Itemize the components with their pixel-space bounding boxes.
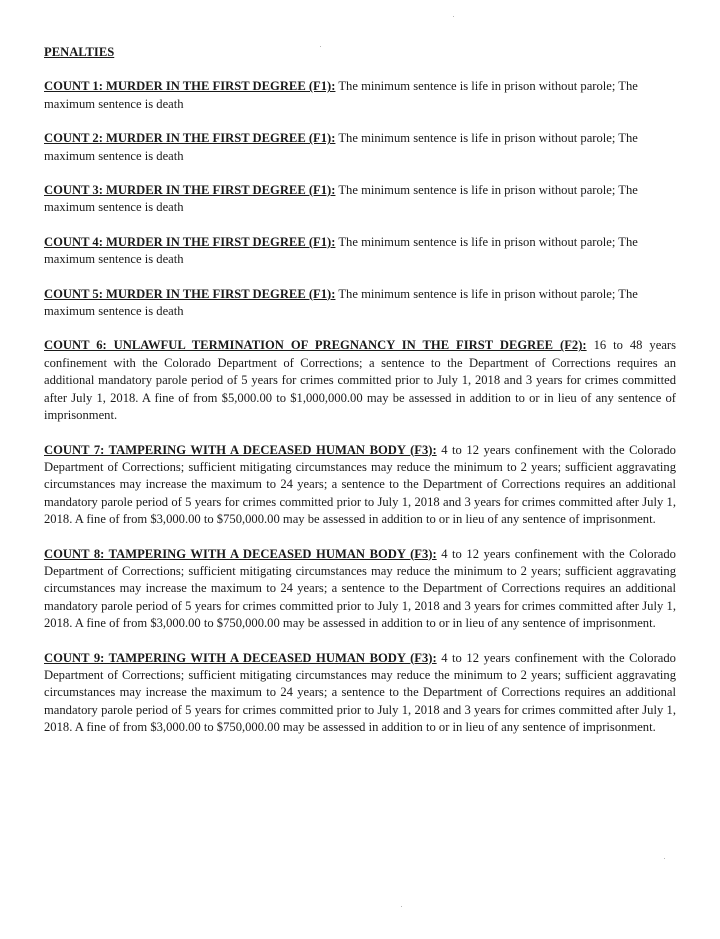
count-1-paragraph	[44, 78, 676, 113]
count-2-text: The minimum sentence is life in prison without parole; The maximum sentence is death	[44, 131, 638, 163]
scan-speck	[401, 906, 402, 907]
count-8-text: 4 to 12 years confinement with the Colorado Department of Corrections; sufficient mitigating circumstances may reduce the minimum to 2 years; sufficient aggravating circumstances may increase the maximum to 24 years; a sentence to the Department of Corrections requires an additional mandatory parole period of 5 years for crimes committed prior to July 1, 2018 and 3 years for crimes committed after July 1, 2018. A fine of from $3,000.00 to $750,000.00 may be assessed in addition to or in lieu of any sentence of imprisonment.	[44, 546, 676, 631]
count-9-title: COUNT 9: TAMPERING WITH A DECEASED HUMAN BODY (F3):	[44, 650, 437, 665]
count-5-paragraph	[44, 286, 676, 321]
count-8-title: COUNT 8: TAMPERING WITH A DECEASED HUMAN BODY (F3):	[44, 546, 437, 561]
scan-speck	[664, 858, 665, 859]
count-7-paragraph	[44, 442, 676, 529]
count-3-title: COUNT 3: MURDER IN THE FIRST DEGREE (F1):	[44, 183, 336, 198]
count-7-text: 4 to 12 years confinement with the Colorado Department of Corrections; sufficient mitigating circumstances may reduce the minimum to 2 years; sufficient aggravating circumstances may increase the maximum to 24 years; a sentence to the Department of Corrections requires an additional mandatory parole period of 5 years for crimes committed prior to July 1, 2018 and 3 years for crimes committed after July 1, 2018. A fine of from $3,000.00 to $750,000.00 may be assessed in addition to or in lieu of any sentence of imprisonment.	[44, 442, 676, 527]
count-2-paragraph	[44, 130, 676, 165]
count-3-text: The minimum sentence is life in prison without parole; The maximum sentence is death	[44, 183, 638, 215]
count-2-title: COUNT 2: MURDER IN THE FIRST DEGREE (F1):	[44, 131, 336, 146]
count-5-text: The minimum sentence is life in prison without parole; The maximum sentence is death	[44, 286, 638, 319]
count-6-paragraph	[44, 337, 676, 424]
count-6-title: COUNT 6: UNLAWFUL TERMINATION OF PREGNANCY IN THE FIRST DEGREE (F2):	[44, 338, 587, 353]
count-6-text: 16 to 48 years confinement with the Colorado Department of Corrections; a sentence to the Department of Corrections requires an additional mandatory parole period of 5 years for crimes committed prior to July 1, 2018 and 3 years for crimes committed after July 1, 2018. A fine of from $5,000.00 to $1,000,000.00 may be assessed in addition to or in lieu of any sentence of imprisonment.	[44, 338, 676, 423]
count-3-paragraph	[44, 182, 676, 217]
count-1-title: COUNT 1: MURDER IN THE FIRST DEGREE (F1):	[44, 79, 336, 94]
count-4-paragraph	[44, 234, 676, 269]
count-8-paragraph	[44, 546, 676, 633]
penalties-document	[44, 44, 676, 754]
count-9-text: 4 to 12 years confinement with the Colorado Department of Corrections; sufficient mitigating circumstances may reduce the minimum to 2 years; sufficient aggravating circumstances may increase the maximum to 24 years; a sentence to the Department of Corrections requires an additional mandatory parole period of 5 years for crimes committed prior to July 1, 2018 and 3 years for crimes committed after July 1, 2018. A fine of from $3,000.00 to $750,000.00 may be assessed in addition to or in lieu of any sentence of imprisonment.	[44, 650, 676, 735]
count-4-text: The minimum sentence is life in prison without parole; The maximum sentence is death	[44, 234, 638, 267]
penalties-heading: PENALTIES	[44, 45, 115, 59]
count-1-text: The minimum sentence is life in prison without parole; The maximum sentence is death	[44, 79, 638, 111]
count-5-title: COUNT 5: MURDER IN THE FIRST DEGREE (F1):	[44, 286, 336, 301]
count-4-title: COUNT 4: MURDER IN THE FIRST DEGREE (F1):	[44, 234, 336, 249]
count-9-paragraph	[44, 650, 676, 737]
count-7-title: COUNT 7: TAMPERING WITH A DECEASED HUMAN BODY (F3):	[44, 442, 437, 457]
scan-speck	[453, 16, 454, 17]
